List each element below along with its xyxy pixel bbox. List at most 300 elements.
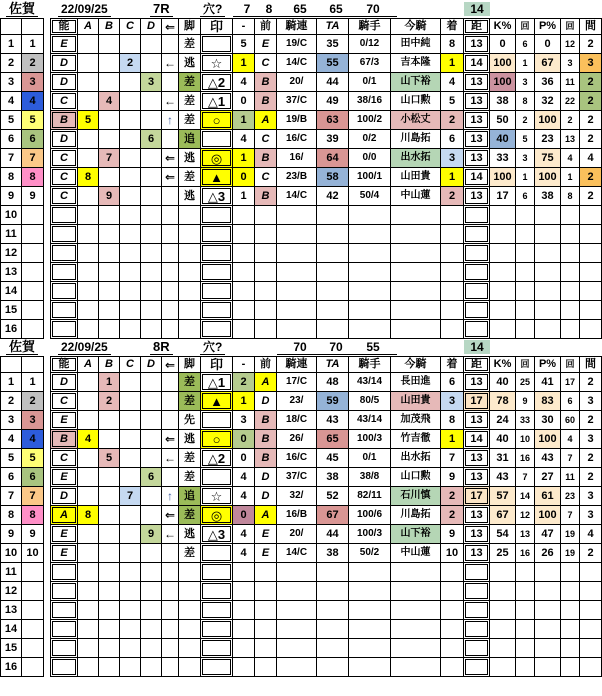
header-kyaku[interactable]: 脚 [179,356,201,373]
cell-mae[interactable] [255,282,277,301]
cell-pos-a[interactable]: 4 [78,430,99,449]
cell-ppct[interactable]: 27 [535,468,561,487]
cell-racer[interactable]: 2 [22,54,44,73]
cell-racer[interactable]: 8 [22,506,44,525]
cell-pos-b[interactable]: 7 [99,149,120,168]
cell-kai1[interactable] [516,225,535,244]
cell-mae[interactable]: A [255,111,277,130]
cell-kyori[interactable] [464,639,490,658]
cell-arrow[interactable] [162,411,179,430]
cell-ta[interactable]: 45 [317,449,349,468]
cell-ta[interactable] [317,244,349,263]
cell-kai1[interactable] [516,206,535,225]
cell-nou[interactable] [50,244,78,263]
cell-konki[interactable] [391,320,441,339]
cell-chaku[interactable]: 4 [441,73,464,92]
cell-racer[interactable]: 7 [22,149,44,168]
cell-kyaku[interactable] [179,263,201,282]
cell-pos-a[interactable] [78,206,99,225]
cell-pos-a[interactable] [78,658,99,677]
cell-no[interactable]: 14 [0,620,22,639]
cell-konki[interactable]: 川島拓 [391,506,441,525]
cell-chaku[interactable]: 7 [441,449,464,468]
cell-arrow[interactable] [162,639,179,658]
cell-pos-c[interactable] [120,449,141,468]
cell-racer[interactable]: 10 [22,544,44,563]
cell-kpct[interactable]: 31 [490,449,516,468]
cell-ppct[interactable] [535,263,561,282]
cell-ppct[interactable]: 100 [535,506,561,525]
header-chaku[interactable]: 着 [441,18,464,35]
cell-kan[interactable]: 2 [580,449,602,468]
cell-kpct[interactable]: 40 [490,430,516,449]
cell-mae[interactable] [255,263,277,282]
cell-no[interactable]: 1 [0,35,22,54]
cell-pos-d[interactable] [141,149,162,168]
cell-ta[interactable]: 59 [317,392,349,411]
cell-kpct[interactable]: 17 [490,187,516,206]
cell-no[interactable]: 6 [0,468,22,487]
cell-nou[interactable] [50,282,78,301]
cell-ta[interactable]: 52 [317,487,349,506]
cell-dash[interactable]: 4 [233,130,255,149]
cell-kyaku[interactable]: 追 [179,487,201,506]
cell-kiren[interactable]: 37/C [277,92,317,111]
cell-mae[interactable] [255,225,277,244]
cell-kan[interactable] [580,282,602,301]
cell-kyori[interactable]: 13 [464,130,490,149]
cell-mark[interactable]: △1 [201,373,233,392]
cell-kai1[interactable] [516,639,535,658]
cell-pos-a[interactable] [78,54,99,73]
cell-mae[interactable]: C [255,130,277,149]
cell-ta[interactable]: 65 [317,430,349,449]
cell-kiren[interactable]: 18/C [277,411,317,430]
cell-kai1[interactable]: 1 [516,168,535,187]
cell-kai2[interactable] [561,263,580,282]
cell-nou[interactable] [50,582,78,601]
cell-kyaku[interactable]: 逃 [179,187,201,206]
cell-pos-d[interactable] [141,111,162,130]
cell-ppct[interactable]: 41 [535,373,561,392]
cell-no[interactable]: 8 [0,168,22,187]
cell-kai1[interactable]: 12 [516,506,535,525]
header-dash[interactable]: - [233,18,255,35]
cell-kai1[interactable] [516,244,535,263]
cell-mae[interactable]: E [255,35,277,54]
cell-racer[interactable]: 5 [22,111,44,130]
header-kan[interactable]: 間 [580,356,602,373]
cell-kiren[interactable] [277,263,317,282]
cell-ta[interactable]: 63 [317,111,349,130]
cell-pos-d[interactable] [141,320,162,339]
cell-ppct[interactable] [535,301,561,320]
cell-pos-d[interactable] [141,639,162,658]
cell-ppct[interactable] [535,206,561,225]
cell-pos-a[interactable] [78,487,99,506]
cell-kishu[interactable]: 100/1 [349,168,391,187]
cell-chaku[interactable]: 2 [441,487,464,506]
cell-kyori[interactable] [464,582,490,601]
cell-kai1[interactable] [516,282,535,301]
cell-kan[interactable] [580,620,602,639]
cell-mark[interactable] [201,206,233,225]
cell-pos-d[interactable] [141,601,162,620]
cell-pos-d[interactable]: 3 [141,73,162,92]
cell-kai1[interactable]: 2 [516,111,535,130]
cell-konki[interactable]: 山田貴 [391,168,441,187]
cell-pos-b[interactable] [99,620,120,639]
cell-arrow[interactable] [162,301,179,320]
cell-kyaku[interactable] [179,658,201,677]
cell-ta[interactable]: 58 [317,168,349,187]
cell-chaku[interactable]: 8 [441,35,464,54]
cell-pos-c[interactable] [120,130,141,149]
cell-mae[interactable]: B [255,92,277,111]
cell-pos-d[interactable] [141,187,162,206]
cell-pos-b[interactable] [99,35,120,54]
cell-pos-b[interactable] [99,130,120,149]
cell-kai1[interactable] [516,582,535,601]
header-ta[interactable]: TA [317,18,349,35]
cell-pos-a[interactable] [78,449,99,468]
cell-chaku[interactable]: 1 [441,430,464,449]
cell-racer[interactable]: 1 [22,35,44,54]
cell-racer[interactable] [22,601,44,620]
cell-pos-d[interactable]: 6 [141,130,162,149]
header-konki[interactable]: 今騎 [391,356,441,373]
cell-ta[interactable] [317,320,349,339]
cell-kan[interactable]: 2 [580,187,602,206]
cell-pos-a[interactable] [78,263,99,282]
cell-kishu[interactable]: 0/0 [349,149,391,168]
cell-pos-b[interactable] [99,506,120,525]
cell-kishu[interactable]: 100/6 [349,506,391,525]
cell-kpct[interactable]: 50 [490,111,516,130]
cell-konki[interactable]: 山下裕 [391,525,441,544]
cell-kai1[interactable]: 16 [516,544,535,563]
cell-kyori[interactable]: 13 [464,525,490,544]
cell-kai2[interactable] [561,620,580,639]
cell-kyori[interactable]: 13 [464,111,490,130]
cell-ppct[interactable]: 47 [535,525,561,544]
cell-dash[interactable]: 4 [233,487,255,506]
cell-pos-b[interactable]: 4 [99,92,120,111]
cell-ta[interactable]: 35 [317,35,349,54]
cell-mark[interactable] [201,544,233,563]
cell-no[interactable]: 5 [0,449,22,468]
header-kyaku[interactable]: 脚 [179,18,201,35]
cell-konki[interactable] [391,639,441,658]
cell-pos-a[interactable] [78,35,99,54]
cell-no[interactable]: 13 [0,263,22,282]
cell-kai2[interactable]: 17 [561,373,580,392]
cell-chaku[interactable]: 10 [441,544,464,563]
cell-konki[interactable]: 出水拓 [391,449,441,468]
cell-mae[interactable] [255,639,277,658]
cell-kpct[interactable]: 24 [490,411,516,430]
cell-mark[interactable] [201,263,233,282]
header-c[interactable]: C [120,356,141,373]
cell-kpct[interactable] [490,225,516,244]
cell-arrow[interactable] [162,582,179,601]
cell-no[interactable]: 3 [0,73,22,92]
cell-konki[interactable] [391,206,441,225]
header-c[interactable]: C [120,18,141,35]
cell-pos-c[interactable]: 7 [120,487,141,506]
header-nou[interactable]: 能 [50,356,78,373]
cell-pos-c[interactable] [120,225,141,244]
cell-pos-b[interactable]: 9 [99,187,120,206]
cell-nou[interactable]: E [50,35,78,54]
cell-kyaku[interactable]: 逃 [179,54,201,73]
cell-ta[interactable]: 42 [317,187,349,206]
cell-no[interactable]: 10 [0,544,22,563]
cell-kai1[interactable]: 25 [516,373,535,392]
cell-kai2[interactable]: 60 [561,411,580,430]
cell-kiren[interactable] [277,658,317,677]
cell-konki[interactable]: 中山蓮 [391,187,441,206]
cell-pos-d[interactable] [141,373,162,392]
cell-pos-a[interactable] [78,130,99,149]
cell-kpct[interactable]: 100 [490,168,516,187]
cell-no[interactable]: 11 [0,563,22,582]
cell-kyaku[interactable] [179,601,201,620]
cell-racer[interactable] [22,639,44,658]
cell-nou[interactable]: D [50,130,78,149]
cell-kan[interactable] [580,206,602,225]
cell-ta[interactable]: 64 [317,149,349,168]
cell-kyaku[interactable]: 差 [179,373,201,392]
cell-kan[interactable]: 2 [580,168,602,187]
cell-kyaku[interactable]: 差 [179,506,201,525]
cell-kishu[interactable]: 0/12 [349,35,391,54]
cell-ta[interactable] [317,563,349,582]
cell-kpct[interactable]: 25 [490,544,516,563]
cell-kiren[interactable]: 16/ [277,149,317,168]
cell-pos-c[interactable] [120,639,141,658]
cell-kai2[interactable]: 19 [561,544,580,563]
cell-kpct[interactable]: 54 [490,525,516,544]
cell-pos-c[interactable] [120,187,141,206]
cell-konki[interactable]: 長田進 [391,373,441,392]
cell-ta[interactable] [317,282,349,301]
cell-pos-d[interactable] [141,506,162,525]
cell-chaku[interactable]: 5 [441,92,464,111]
cell-kyori[interactable]: 14 [464,168,490,187]
cell-pos-b[interactable] [99,244,120,263]
cell-dash[interactable] [233,244,255,263]
cell-mark[interactable]: ▲ [201,168,233,187]
cell-pos-d[interactable] [141,301,162,320]
cell-kpct[interactable]: 40 [490,373,516,392]
cell-kishu[interactable]: 82/11 [349,487,391,506]
cell-chaku[interactable]: 2 [441,506,464,525]
cell-pos-d[interactable] [141,392,162,411]
cell-ta[interactable]: 49 [317,92,349,111]
cell-dash[interactable]: 4 [233,544,255,563]
cell-arrow[interactable] [162,620,179,639]
cell-chaku[interactable]: 6 [441,373,464,392]
cell-chaku[interactable]: 9 [441,525,464,544]
cell-ppct[interactable]: 83 [535,392,561,411]
cell-kai1[interactable]: 5 [516,130,535,149]
cell-racer[interactable]: 7 [22,487,44,506]
cell-kai2[interactable] [561,282,580,301]
cell-ta[interactable]: 39 [317,130,349,149]
cell-nou[interactable]: C [50,168,78,187]
cell-kan[interactable] [580,563,602,582]
cell-kai1[interactable]: 8 [516,92,535,111]
cell-ppct[interactable]: 23 [535,130,561,149]
cell-kai2[interactable]: 23 [561,487,580,506]
cell-dash[interactable] [233,639,255,658]
cell-ppct[interactable] [535,282,561,301]
cell-pos-b[interactable]: 1 [99,373,120,392]
cell-kyori[interactable]: 13 [464,373,490,392]
cell-pos-d[interactable] [141,282,162,301]
cell-kai1[interactable] [516,620,535,639]
cell-arrow[interactable] [162,187,179,206]
cell-kishu[interactable]: 0/1 [349,73,391,92]
cell-pos-d[interactable] [141,487,162,506]
cell-konki[interactable] [391,282,441,301]
cell-pos-c[interactable] [120,263,141,282]
cell-racer[interactable] [22,225,44,244]
cell-kai1[interactable]: 6 [516,35,535,54]
cell-kyori[interactable]: 13 [464,149,490,168]
cell-konki[interactable] [391,563,441,582]
cell-chaku[interactable] [441,206,464,225]
cell-arrow[interactable]: ← [162,54,179,73]
cell-kyori[interactable] [464,658,490,677]
cell-kai2[interactable] [561,320,580,339]
cell-no[interactable]: 4 [0,430,22,449]
cell-ppct[interactable]: 100 [535,111,561,130]
cell-nou[interactable]: E [50,468,78,487]
cell-konki[interactable] [391,658,441,677]
cell-mae[interactable]: B [255,187,277,206]
cell-ta[interactable]: 43 [317,411,349,430]
cell-kyori[interactable] [464,206,490,225]
cell-kiren[interactable]: 16/B [277,506,317,525]
cell-nou[interactable]: C [50,392,78,411]
cell-kan[interactable] [580,582,602,601]
cell-kishu[interactable] [349,263,391,282]
cell-kiren[interactable] [277,639,317,658]
cell-mae[interactable] [255,658,277,677]
cell-pos-c[interactable] [120,601,141,620]
cell-chaku[interactable] [441,639,464,658]
cell-pos-b[interactable] [99,487,120,506]
cell-kyaku[interactable]: 差 [179,449,201,468]
cell-pos-a[interactable] [78,187,99,206]
cell-konki[interactable] [391,582,441,601]
cell-racer[interactable]: 5 [22,449,44,468]
cell-mae[interactable] [255,563,277,582]
cell-kishu[interactable] [349,282,391,301]
cell-pos-c[interactable] [120,35,141,54]
cell-pos-d[interactable] [141,54,162,73]
cell-kpct[interactable]: 67 [490,506,516,525]
cell-pos-c[interactable] [120,468,141,487]
cell-pos-c[interactable] [120,373,141,392]
cell-pos-c[interactable] [120,506,141,525]
cell-kishu[interactable] [349,225,391,244]
cell-kyaku[interactable]: 差 [179,392,201,411]
cell-kyaku[interactable]: 差 [179,168,201,187]
cell-pos-b[interactable] [99,73,120,92]
cell-nou[interactable] [50,639,78,658]
header-kai1[interactable]: 回 [516,18,535,35]
header-ppct[interactable]: P% [535,18,561,35]
cell-konki[interactable]: 石川慎 [391,487,441,506]
cell-kan[interactable] [580,225,602,244]
cell-kpct[interactable] [490,563,516,582]
cell-arrow[interactable]: ⇐ [162,149,179,168]
cell-ppct[interactable]: 36 [535,73,561,92]
cell-kiren[interactable]: 23/B [277,168,317,187]
cell-kan[interactable]: 2 [580,130,602,149]
cell-kai1[interactable]: 1 [516,54,535,73]
cell-kan[interactable] [580,244,602,263]
cell-chaku[interactable] [441,244,464,263]
cell-pos-b[interactable]: 5 [99,449,120,468]
cell-kiren[interactable] [277,244,317,263]
cell-kai1[interactable]: 3 [516,73,535,92]
cell-no[interactable]: 5 [0,111,22,130]
cell-mark[interactable] [201,658,233,677]
cell-konki[interactable]: 小松丈 [391,111,441,130]
cell-kai1[interactable] [516,263,535,282]
cell-kiren[interactable] [277,282,317,301]
cell-pos-c[interactable] [120,73,141,92]
cell-kiren[interactable]: 16/C [277,130,317,149]
cell-arrow[interactable] [162,225,179,244]
cell-nou[interactable]: E [50,544,78,563]
header-mae[interactable]: 前 [255,18,277,35]
cell-konki[interactable]: 山下裕 [391,73,441,92]
cell-no[interactable]: 10 [0,206,22,225]
cell-kiren[interactable]: 32/ [277,487,317,506]
cell-pos-b[interactable] [99,601,120,620]
cell-pos-c[interactable] [120,392,141,411]
cell-dash[interactable]: 4 [233,468,255,487]
cell-arrow[interactable]: ⇐ [162,506,179,525]
cell-dash[interactable]: 1 [233,111,255,130]
cell-chaku[interactable]: 6 [441,130,464,149]
cell-pos-b[interactable] [99,430,120,449]
header-kyori[interactable]: 距 [464,356,490,373]
cell-chaku[interactable]: 2 [441,111,464,130]
cell-kai2[interactable] [561,582,580,601]
cell-kiren[interactable]: 20/ [277,525,317,544]
cell-kai2[interactable]: 19 [561,525,580,544]
cell-kai1[interactable] [516,301,535,320]
cell-ppct[interactable] [535,320,561,339]
cell-nou[interactable]: C [50,449,78,468]
header-kyori[interactable]: 距 [464,18,490,35]
cell-pos-d[interactable] [141,206,162,225]
cell-chaku[interactable] [441,601,464,620]
cell-chaku[interactable]: 8 [441,411,464,430]
cell-ppct[interactable]: 26 [535,544,561,563]
cell-mark[interactable] [201,411,233,430]
cell-pos-c[interactable] [120,582,141,601]
cell-kishu[interactable]: 67/3 [349,54,391,73]
header-mae[interactable]: 前 [255,356,277,373]
cell-dash[interactable] [233,263,255,282]
